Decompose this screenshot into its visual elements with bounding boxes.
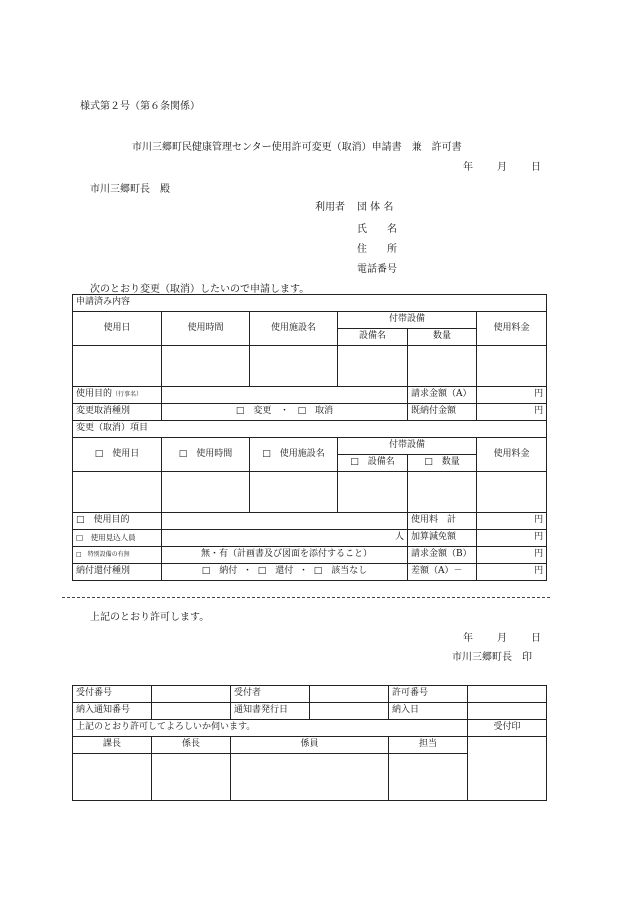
- in-charge-label: 担当: [389, 737, 468, 754]
- col-facility: 使用施設名: [250, 312, 338, 346]
- surcharge-label: 加算減免額: [408, 530, 477, 547]
- prepaid-label: 既納付金額: [408, 404, 477, 421]
- change-equipment-checkbox[interactable]: □ 設備名: [338, 455, 408, 472]
- change-type-options: [162, 404, 408, 421]
- permit-year-label: 年: [463, 633, 473, 644]
- name-label: 氏 名: [357, 224, 397, 235]
- cut-line: [62, 597, 550, 598]
- fee-total-yen[interactable]: 円: [477, 513, 547, 530]
- notice-number-input[interactable]: [152, 703, 231, 720]
- notice-number-label: 納入通知番号: [73, 703, 152, 720]
- applicant-role: 利用者: [315, 202, 345, 213]
- staff-label: 係員: [231, 737, 389, 754]
- office-table: [72, 685, 547, 801]
- date-day-label: 日: [531, 162, 541, 173]
- col-equipment-name: 設備名: [338, 329, 408, 346]
- change-quantity-cell[interactable]: [408, 472, 477, 513]
- billed-b-label: 請求金額（B）: [408, 547, 477, 564]
- prepaid-yen[interactable]: 円: [477, 404, 547, 421]
- existing-fee-cell[interactable]: [477, 346, 547, 387]
- receipt-number-label: 受付番号: [73, 686, 152, 703]
- cancel-checkbox[interactable]: □ 取消: [297, 406, 334, 417]
- special-equipment-checkbox[interactable]: □ 特別設備の有無: [73, 547, 162, 564]
- purpose-checkbox[interactable]: □ 使用目的: [73, 513, 162, 530]
- refund-checkbox[interactable]: □ 還付: [257, 566, 294, 577]
- notice-date-label: 通知書発行日: [231, 703, 310, 720]
- existing-date-cell[interactable]: [73, 346, 162, 387]
- not-applicable-checkbox[interactable]: □ 該当なし: [313, 566, 368, 577]
- billed-a-label: 請求金額（A）: [408, 387, 477, 404]
- request-intro: 次のとおり変更（取消）したいので申請します。: [90, 284, 310, 295]
- existing-facility-cell[interactable]: [250, 346, 338, 387]
- permit-statement: 上記のとおり許可します。: [90, 612, 210, 623]
- change-date-checkbox[interactable]: □ 使用日: [73, 438, 162, 472]
- separator-dot: ・: [298, 566, 308, 577]
- existing-quantity-cell[interactable]: [408, 346, 477, 387]
- change-date-cell[interactable]: [73, 472, 162, 513]
- change-time-checkbox[interactable]: □ 使用時間: [162, 438, 250, 472]
- change-equipment-cell[interactable]: [338, 472, 408, 513]
- addressee: 市川三郷町長 殿: [90, 184, 170, 195]
- form-number: 様式第２号（第６条関係）: [80, 101, 200, 112]
- people-input[interactable]: 人: [162, 530, 408, 547]
- col-fee: 使用料金: [477, 312, 547, 346]
- change-facility-checkbox[interactable]: □ 使用施設名: [250, 438, 338, 472]
- billed-b-yen[interactable]: 円: [477, 547, 547, 564]
- change-col-equipment: 付帯設備: [338, 438, 477, 455]
- chief-stamp[interactable]: [73, 754, 152, 801]
- date-month-label: 月: [497, 162, 507, 173]
- permit-number-input[interactable]: [468, 686, 547, 703]
- chief-label: 課長: [73, 737, 152, 754]
- difference-label: 差額（A）－: [408, 564, 477, 581]
- fee-total-label: 使用料 計: [408, 513, 477, 530]
- change-col-fee: 使用料金: [477, 438, 547, 472]
- page-title: 市川三郷町民健康管理センター使用許可変更（取消）申請書 兼 許可書: [132, 142, 462, 153]
- change-fee-cell[interactable]: [477, 472, 547, 513]
- subchief-label: 係長: [152, 737, 231, 754]
- change-quantity-checkbox[interactable]: □ 数量: [408, 455, 477, 472]
- phone-label: 電話番号: [357, 264, 397, 275]
- permit-number-label: 許可番号: [389, 686, 468, 703]
- subchief-stamp[interactable]: [152, 754, 231, 801]
- section-changes: 変更（取消）項目: [73, 421, 547, 438]
- change-facility-cell[interactable]: [250, 472, 338, 513]
- approval-query: 上記のとおり許可してよろしいか伺います。: [73, 720, 468, 737]
- purpose-input[interactable]: [162, 387, 408, 404]
- payment-date-input[interactable]: [468, 703, 547, 720]
- col-quantity: 数量: [408, 329, 477, 346]
- existing-equipment-cell[interactable]: [338, 346, 408, 387]
- section-existing: 申請済み内容: [73, 295, 547, 312]
- notice-date-input[interactable]: [310, 703, 389, 720]
- surcharge-yen[interactable]: 円: [477, 530, 547, 547]
- receiver-input[interactable]: [310, 686, 389, 703]
- refund-type-options: [162, 564, 408, 581]
- billed-a-yen[interactable]: 円: [477, 387, 547, 404]
- people-checkbox[interactable]: □ 使用見込人員: [73, 530, 162, 547]
- purpose-label: 使用目的（行事名）: [73, 387, 162, 404]
- receipt-stamp-label: 受付印: [468, 720, 547, 737]
- receipt-number-input[interactable]: [152, 686, 231, 703]
- application-table: [72, 294, 547, 581]
- permit-month-label: 月: [497, 633, 507, 644]
- receiver-label: 受付者: [231, 686, 310, 703]
- staff-stamp[interactable]: [231, 754, 389, 801]
- col-date: 使用日: [73, 312, 162, 346]
- payment-date-label: 納入日: [389, 703, 468, 720]
- permit-day-label: 日: [531, 633, 541, 644]
- date-year-label: 年: [463, 162, 473, 173]
- refund-type-label: 納付還付種別: [73, 564, 162, 581]
- separator-dot: ・: [242, 566, 252, 577]
- change-purpose-input[interactable]: [162, 513, 408, 530]
- change-type-label: 変更取消種別: [73, 404, 162, 421]
- change-time-cell[interactable]: [162, 472, 250, 513]
- col-time: 使用時間: [162, 312, 250, 346]
- pay-checkbox[interactable]: □ 納付: [201, 566, 238, 577]
- col-equipment: 付帯設備: [338, 312, 477, 329]
- purpose-note: （行事名）: [112, 391, 143, 399]
- separator-dot: ・: [279, 406, 289, 417]
- address-label: 住 所: [357, 244, 397, 255]
- receipt-stamp-area[interactable]: [468, 737, 547, 801]
- difference-yen[interactable]: 円: [477, 564, 547, 581]
- change-checkbox[interactable]: □ 変更: [235, 406, 272, 417]
- in-charge-stamp[interactable]: [389, 754, 468, 801]
- group-name-label: 団 体 名: [357, 202, 394, 213]
- special-equipment-value[interactable]: 無・有（計画書及び図面を添付すること）: [162, 547, 408, 564]
- existing-time-cell[interactable]: [162, 346, 250, 387]
- mayor-seal: 市川三郷町長 印: [452, 652, 532, 663]
